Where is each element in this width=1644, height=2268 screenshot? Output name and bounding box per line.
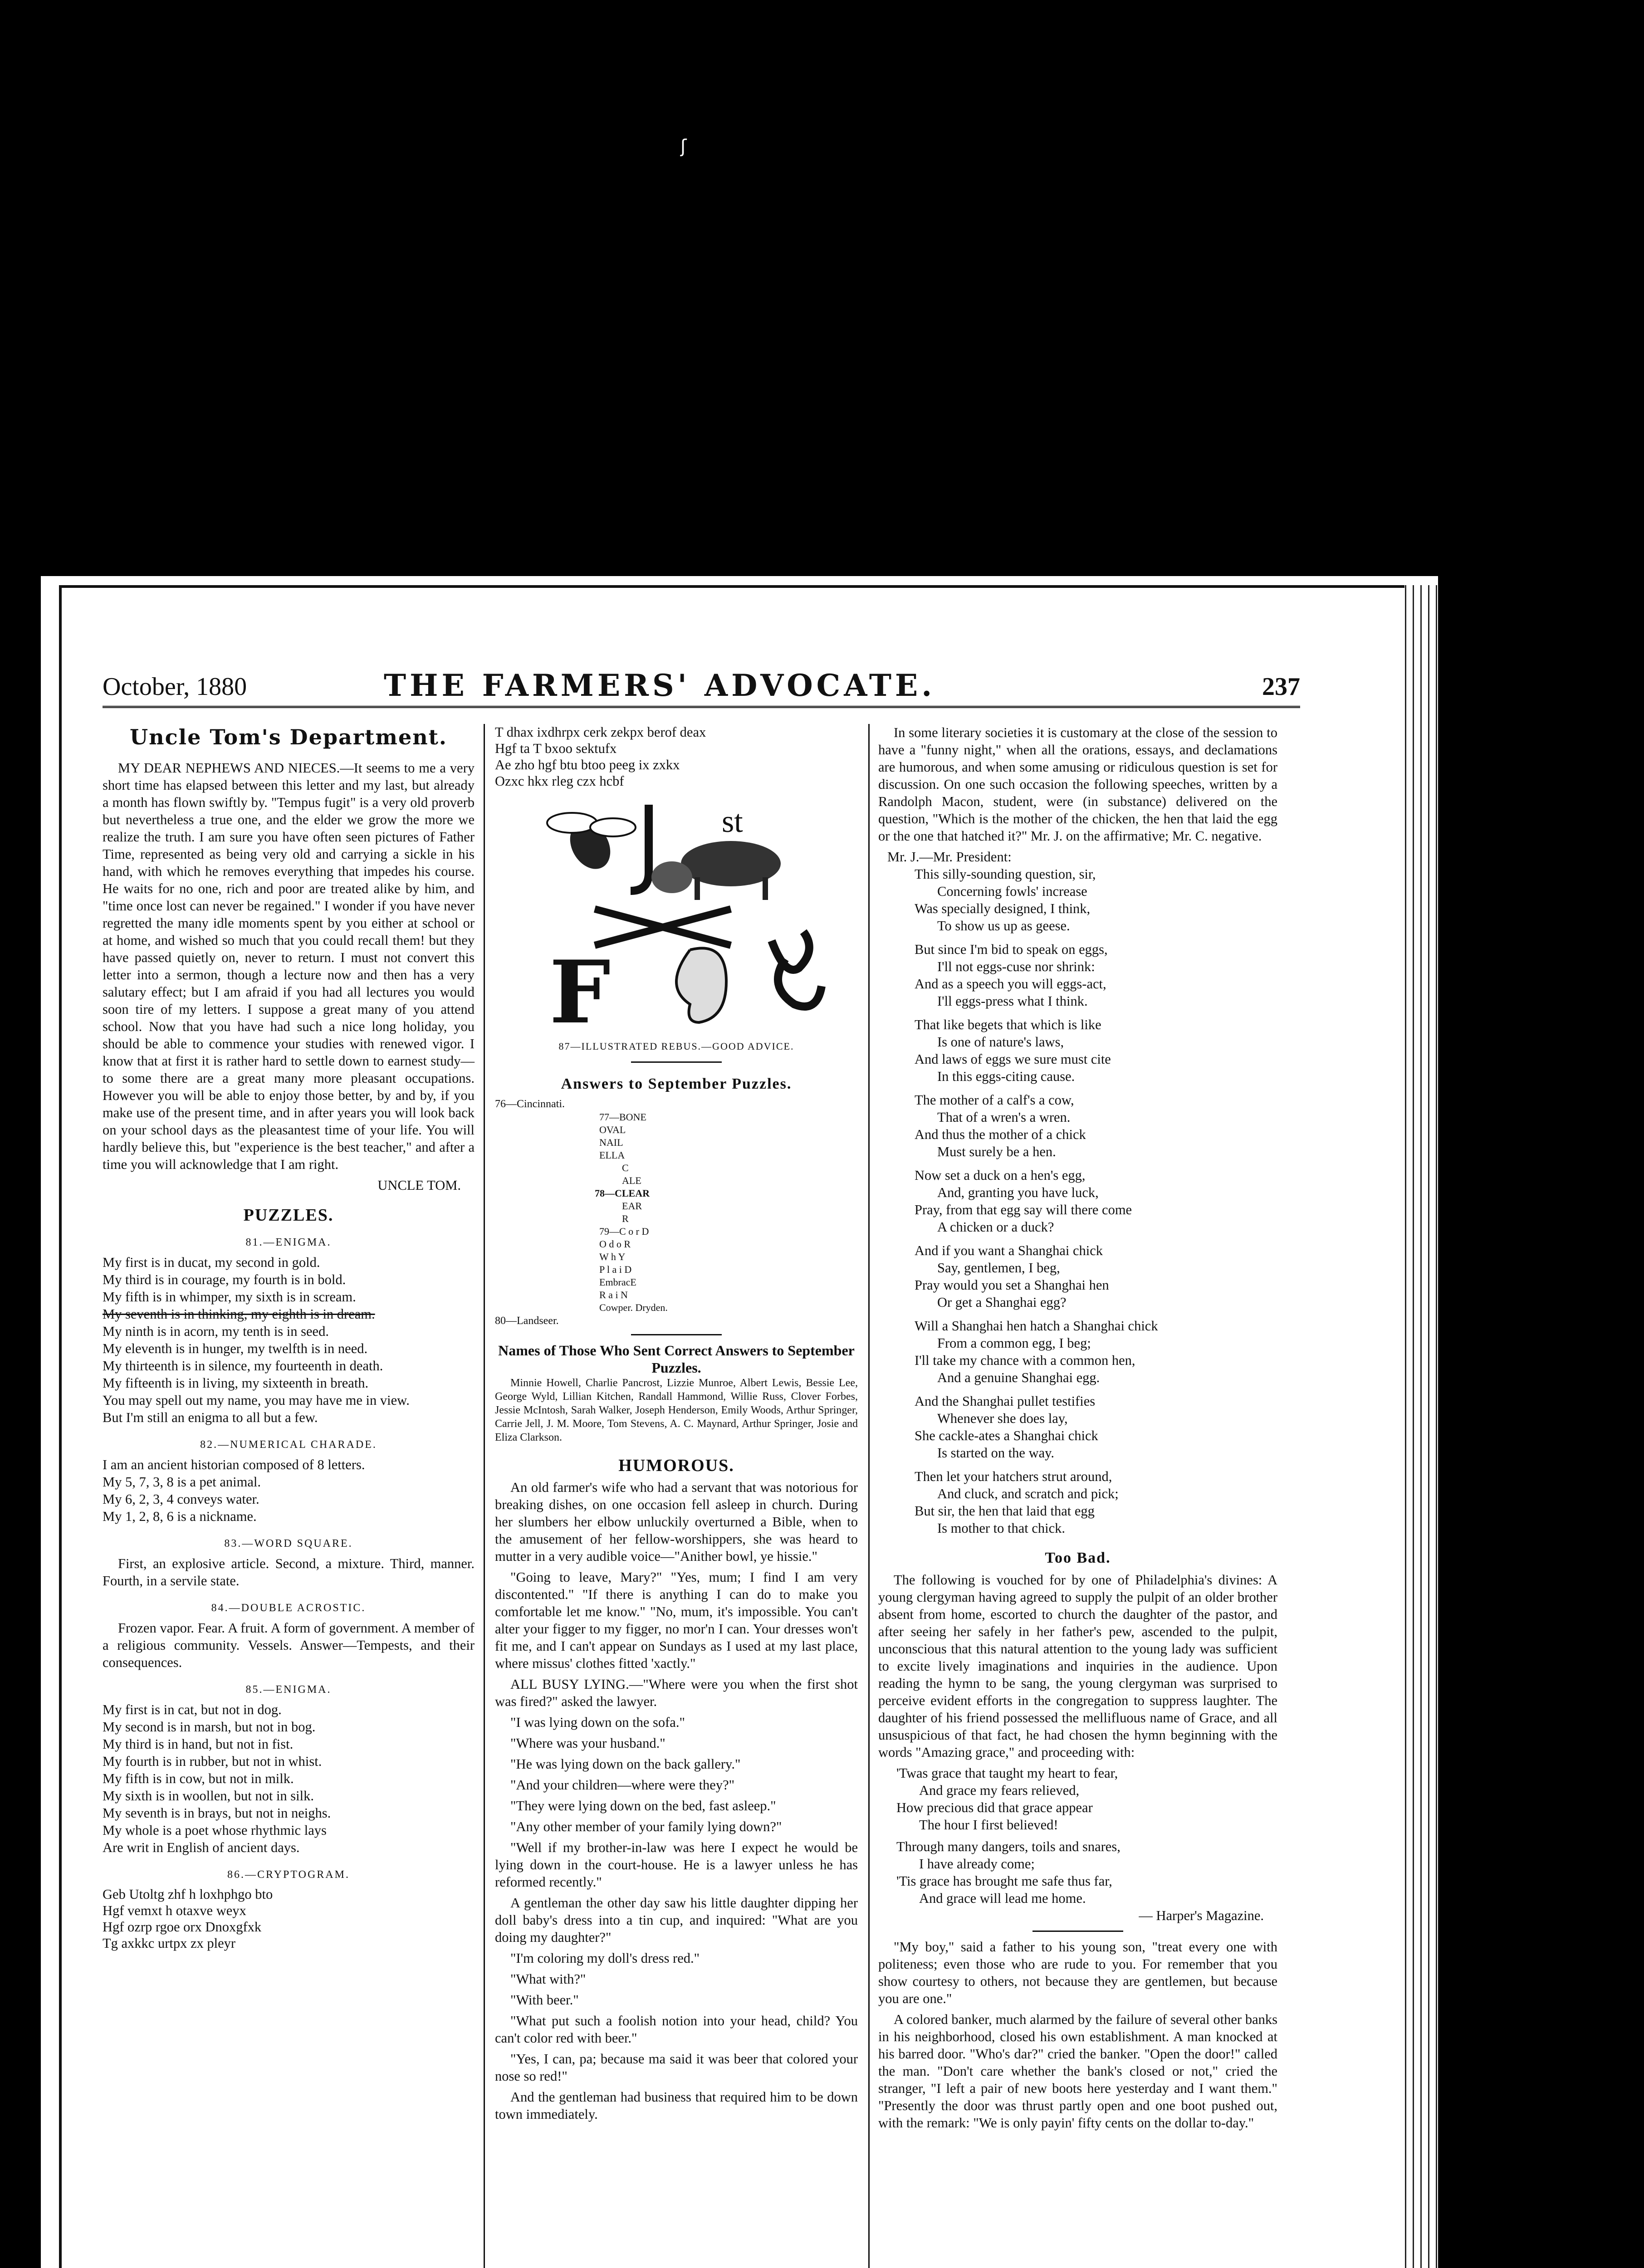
divider xyxy=(631,1061,722,1063)
answer-79: 79—C o r D O d o R W h Y P l a i D EmbracE R a i N Cowper. Dryden. xyxy=(599,1226,668,1313)
names-list: Minnie Howell, Charlie Pancrost, Lizzie Munroe, Albert Lewis, Bessie Lee, George Wyld, Lillian Kitchen, Randall Hammond, Willie Russ, Clover Forbes, Jessie McIntosh, Sarah Walker, Joseph Henderson, Emily Woods, Arthur Springer, Carrie Jell, J. M. Moore, Tom Stevens, A. C. Maynard, Arthur Springer, Josie and Eliza Clarkson. xyxy=(495,1377,858,1443)
puzzle-85-lines: My first is in cat, but not in dog. My second is in marsh, but not in bog. My third is in hand, but not in fist. My fourth is in rubber, but not in whist. My fifth is in cow, but not in milk. My sixth is in woollen, but not in silk. My seventh is in brays, but not in neighs. My whole is a poet whose rhythmic lays Are writ in English of ancient days. xyxy=(103,1702,331,1855)
rebus-caption: 87—ILLUSTRATED REBUS.—GOOD ADVICE. xyxy=(558,1041,794,1052)
puzzle-85-title: 85.—ENIGMA. xyxy=(245,1684,332,1696)
divider xyxy=(631,1334,722,1335)
puzzle-86-lines: Geb Utoltg zhf h loxhphgo bto Hgf vemxt h otaxve weyx Hgf ozrp rgoe orx Dnoxgfxk Tg axkkc urtpx zx pleyr xyxy=(103,1887,273,1951)
humorous-section: An old farmer's wife who had a servant that was notorious for breaking dishes, on one occasion fell asleep in church. During her slumbers her elbow unluckily overturned a Bible, when to the amusement of her fellow-worshippers, she was heard to mutter in a very audible voice—"Anither bowl, ye hissie." "Going to leave, Mary?" "Yes, mum; I find I am very discontented." "If there is anything I can do to make you comfortable let me know." "No, mum, it's impossible. You can't alter your figger to my figger, no mor'n I can. Your dresses won't fit me, and I can't appear on Sundays as I used at my last place, where missus' clothes fitted 'xactly." ALL BUSY LYING.—"Where were you when the first shot was fired?" asked the lawyer. "I was lying down on the sofa." "Where was your husband." "He was lying down on the back gallery." "And your children—where were they?" "They were lying down on the bed, fast asleep." "Any other member of your family lying down?" "Well if my brother-in-law was here I expect he would be lying down in the court-house. He is a lawyer unless he has reformed recently." A gentleman the other day saw his little daughter dipping her doll baby's dress into a tin cup, and inquired: "What are you doing my daughter?" "I'm coloring my doll's dress red." "What with?" "With beer." "What put such a foolish notion into your head, child? You can't color red with beer." "Yes, I can, pa; because ma said it was beer that colored your nose so red!" And the gentleman had business that required him to be down town immediately. xyxy=(495,1480,858,2122)
answer-78: C ALE 78—CLEAR EAR R xyxy=(595,1162,650,1224)
uncle-tom-letter: MY DEAR NEPHEWS AND NIECES.—It seems to me a very short time has elapsed between this letter and my last, but already a month has flown swiftly by. "Tempus fugit" is a very old proverb but nevertheless a true one, and the elder we grow the more we realize the truth. I am sure you have often seen pictures of Father Time, represented as being very old and carrying a sickle in his hand, with which he removes everything that impedes his course. He waits for no one, rich and poor are treated alike by him, and "time once lost can never be regained." I wonder if you have never regretted the many idle moments spent by you either at school or at home, and wished so much that you could recall them! but they have passed quietly on, never to return. I must not convert this letter into a sermon, though a lecture now and then has a very salutary effect; but I am afraid if you had all lectures you would soon tire of my letters. I suppose a great many of you attend school. Now that you have had such a nice long holiday, you should be able to commence your studies with renewed vigor. I know that at first it is rather hard to settle down to earnest study—to some there are a great many more pleasant occupations. However you will be able to enjoy those better, by and by, if you make use of the present time, and in after years you will look back on your school days as the pleasantest time of your life. You will hardly believe this, but "experience is the best teacher," and after a time you will acknowledge that I am right. xyxy=(103,760,475,1172)
puzzle-84-title: 84.—DOUBLE ACROSTIC. xyxy=(211,1602,366,1614)
newspaper-page xyxy=(59,585,1404,2268)
page-frame xyxy=(41,576,1438,2268)
page-header xyxy=(103,665,1300,708)
illustrated-rebus xyxy=(495,796,858,1031)
too-bad-heading: Too Bad. xyxy=(1045,1549,1111,1566)
too-bad-text: The following is vouched for by one of Philadelphia's divines: A young clergyman having agreed to supply the pulpit of an older brother absent from home, escorted to church the daughter of the pastor, and after seeing her safely in her father's pew, ascended to the pulpit, unconscious that this natural attention to the young lady was sufficient to excite lively imaginations and inquiries in the audience. Upon reading the hymn to be sang, the young clergyman was surprised to perceive evident efforts in the congregation to suppress laughter. The daughter of his friend possessed the mellifluous name of Grace, and all unsuspicious of that fact, he had chosen the hymn beginning with the words "Amazing grace," and proceeding with: xyxy=(878,1572,1277,1760)
rebus-letters: st xyxy=(722,804,743,839)
debate-intro: In some literary societies it is customary at the close of the session to have a "funny night," when all the orations, essays, and declamations are humorous, and when some amusing or ridiculous question is set for discussion. On one such occasion the following speeches, written by a Randolph Macon, student, were (in substance) delivered on the question, "Which is the mother of the chicken, the hen that laid the egg or the one that hatched it?" Mr. J. on the affirmative; Mr. C. negative. xyxy=(878,725,1277,844)
puzzle-86-title: 86.—CRYPTOGRAM. xyxy=(227,1869,350,1881)
puzzle-83-text: First, an explosive article. Second, a mixture. Third, manner. Fourth, in a servile state. xyxy=(103,1556,475,1589)
egg-poem: This silly-sounding question, sir, Concerning fowls' increase Was specially designed, I think, To show us up as geese. But since I'm bid to speak on eggs, I'll not eggs-cuse nor shrink: And as a speech you will eggs-act, I'll eggs-press what I think. That like begets that which is like Is one of nature's laws, And laws of eggs we sure must cite In this eggs-citing cause. The mother of a calf's a cow, That of a wren's a wren. And thus the mother of a chick Must surely be a hen. Now set a duck on a hen's egg, And, granting you have luck, Pray, from that egg say will there come A chicken or a duck? And if you want a Shanghai chick Say, gentlemen, I beg, Pray would you set a Shanghai hen Or get a Shanghai egg? Will a Shanghai hen hatch a Shanghai chick From a common egg, I beg; I'll take my chance with a common hen, And a genuine Shanghai egg. And the Shanghai pullet testifies Whenever she does lay, She cackle-ates a Shanghai chick Is started on the way. Then let your hatchers strut around, And cluck, and scratch and pick; But sir, the hen that laid that egg Is mother to that chick. xyxy=(915,866,1158,1536)
crossed-lines-icon xyxy=(595,909,731,945)
puzzles-heading: PUZZLES. xyxy=(243,1206,334,1225)
humorous-heading: HUMOROUS. xyxy=(618,1456,734,1475)
ear-icon xyxy=(676,948,726,1022)
hymn-source: — Harper's Magazine. xyxy=(1139,1908,1264,1923)
answer-76: 76—Cincinnati. xyxy=(495,1098,565,1110)
politeness-anecdote: "My boy," said a father to his young son, "treat every one with politeness; even those who are rude to you. For remember that you show courtesy to others, not because they are gentlemen, but because you are one." xyxy=(878,1939,1277,2006)
ewe-and-lamb-icon xyxy=(651,841,781,900)
column-rule xyxy=(868,724,870,2268)
names-heading: Names of Those Who Sent Correct Answers to September Puzzles. xyxy=(498,1342,855,1376)
page-number: 237 xyxy=(1262,673,1300,701)
column-right xyxy=(878,724,1277,2135)
cryptogram-continued: T dhax ixdhrpx cerk zekpx berof deax Hgf ta T bxoo sektufx Ae zho hgf btu btoo peeg ix zxkx Ozxc hkx rleg czx hcbf xyxy=(495,724,706,789)
bee-icon xyxy=(547,813,636,876)
hymn-verse: 'Twas grace that taught my heart to fear, And grace my fears relieved, How precious did that grace appear The hour I first believed! Through many dangers, toils and snares, I have already come; 'Tis grace has brought me safe thus far, And grace will lead me home. xyxy=(896,1765,1120,1906)
masthead-title: THE FARMERS' ADVOCATE. xyxy=(384,668,936,703)
answer-77: 77—BONE OVAL NAIL ELLA xyxy=(599,1111,646,1161)
puzzle-81-title: 81.—ENIGMA. xyxy=(245,1237,332,1248)
divider xyxy=(1032,1931,1123,1932)
margin-mark: ʃ xyxy=(680,136,687,157)
ornate-f-icon: F xyxy=(549,942,611,1031)
answer-80: 80—Landseer. xyxy=(495,1315,559,1327)
answers-heading: Answers to September Puzzles. xyxy=(561,1075,792,1092)
puzzle-82-title: 82.—NUMERICAL CHARADE. xyxy=(200,1439,377,1451)
banker-anecdote: A colored banker, much alarmed by the failure of several other banks in his neighborhood, closed his own establishment. A man knocked at his barred door. "Who's dar?" cried the banker. "Open the door!" called the man. "Don't care whether the bank's closed or not," cried the stranger, "I left a pair of new boots here yesterday and I want them." "Presently the door was thrust partly open and one boot pushed out, with the remark: "We is only payin' fifty cents on the dollar to-day." xyxy=(878,2012,1277,2131)
signature: UNCLE TOM. xyxy=(377,1178,461,1193)
column-left xyxy=(103,724,475,1951)
knot-icon xyxy=(772,932,822,1007)
department-title: Uncle Tom's Department. xyxy=(130,725,447,749)
puzzle-82-lines: I am an ancient historian composed of 8 letters. My 5, 7, 3, 8 is a pet animal. My 6, 2, 3, 4 conveys water. My 1, 2, 8, 6 is a nickname. xyxy=(103,1457,365,1524)
letter-j-icon xyxy=(631,805,653,891)
puzzle-83-title: 83.—WORD SQUARE. xyxy=(224,1538,353,1549)
puzzle-84-text: Frozen vapor. Fear. A fruit. A form of government. A member of a religious community. Vessels. Answer—Tempests, and their consequences. xyxy=(103,1620,475,1670)
debate-speaker: Mr. J.—Mr. President: xyxy=(887,849,1012,865)
column-rule xyxy=(484,724,485,2268)
issue-date: October, 1880 xyxy=(103,673,247,701)
puzzle-81-lines: My first is in ducat, my second in gold. My third is in courage, my fourth is in bold. My fifth is in whimper, my sixth is in scream. My seventh is in thinking, my eighth is in dream. My ninth is in acorn, my tenth is in seed. My eleventh is in hunger, my twelfth is in need. My thirteenth is in silence, my fourteenth in death. My fifteenth is in living, my sixteenth in breath. You may spell out my name, you may have me in view. But I'm still an enigma to all but a few. xyxy=(103,1255,410,1425)
column-middle xyxy=(495,724,858,2126)
